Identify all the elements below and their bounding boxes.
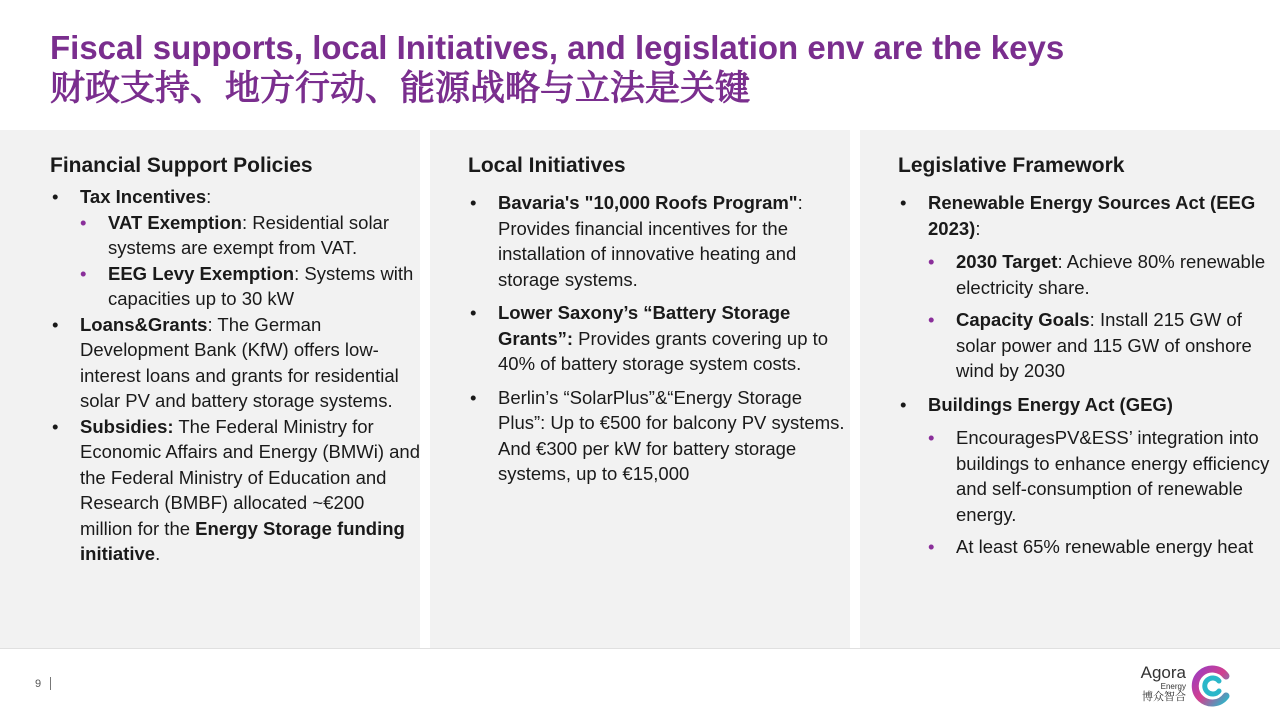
text-capacity-goals: : Install 215 GW of solar power and 115 GW of onshore wind by 2030 [956, 309, 1252, 381]
text-geg-heat: At least 65% renewable energy heat [956, 536, 1254, 557]
list-item-vat [80, 210, 420, 261]
list-item-loans [50, 312, 420, 414]
panel-local-initiatives [430, 130, 850, 648]
logo-name: Agora [1140, 663, 1186, 682]
panel-legislative-framework [860, 130, 1280, 648]
title-english: Fiscal supports, local Initiatives, and legislation env are the keys [50, 29, 1065, 66]
text-2030-target: : Achieve 80% renewable electricity share. [956, 251, 1266, 298]
sub-list [928, 249, 1280, 384]
sub-list [928, 425, 1280, 560]
text-bavaria: : Provides financial incentives for the installation of innovative heating and storage systems. [498, 192, 803, 290]
footer-divider [0, 648, 1280, 649]
list-item-eeg-levy [80, 261, 420, 312]
colon: : [975, 217, 981, 239]
period: . [155, 543, 161, 564]
list-item-capacity [928, 307, 1280, 384]
agora-logo-text [1136, 664, 1186, 704]
text-geg-integration: EncouragesPV&ESS’ integration into buildings to enhance energy efficiency and self-consumption of renewable energy. [956, 427, 1270, 525]
list-item-eeg-act [898, 190, 1280, 384]
agora-logo-icon [1190, 664, 1234, 708]
label-loans: Loans&Grants [80, 313, 208, 335]
text-subsidies: The Federal Ministry for Economic Affairs and Energy (BMWi) and the Federal Ministry of Education and Research (BMBF) allocated ~€200 million for the [80, 415, 420, 539]
text-saxony: Provides grants covering up to 40% of battery storage system costs. [498, 327, 829, 374]
list-item-2030-target [928, 249, 1280, 300]
label-tax-incentives: Tax Incentives [80, 186, 207, 207]
list-item-geg-integration [928, 425, 1280, 527]
page-number-separator [50, 677, 51, 690]
list-item-subsidies [50, 414, 420, 567]
label-capacity-goals: Capacity Goals [956, 309, 1090, 330]
list-item-geg [898, 392, 1280, 560]
label-bavaria: Bavaria's "10,000 Roofs Program" [498, 192, 798, 213]
label-vat: VAT Exemption [108, 211, 242, 233]
bullet-list [468, 190, 850, 487]
colon: : [206, 186, 212, 207]
list-item-bavaria [468, 190, 850, 292]
panel-financial-support [0, 130, 420, 648]
label-storage-initiative: Energy Storage funding initiative [80, 517, 405, 564]
label-eeg-act: Renewable Energy Sources Act (EEG 2023) [928, 192, 1256, 239]
logo-cn: 博众智合 [1142, 691, 1186, 703]
panel-heading: Local Initiatives [468, 154, 626, 177]
bullet-list [50, 184, 420, 567]
label-eeg-levy: EEG Levy Exemption [108, 262, 295, 284]
sub-list [80, 210, 420, 312]
page-number: 9 [35, 678, 42, 690]
list-item-geg-heat [928, 534, 1280, 560]
slide-title [50, 28, 1064, 110]
list-item-tax [50, 184, 420, 312]
list-item-berlin [468, 385, 850, 487]
bullet-list [898, 190, 1280, 560]
label-subsidies: Subsidies: [80, 415, 174, 437]
list-item-saxony [468, 300, 850, 377]
panel-heading: Financial Support Policies [50, 154, 313, 177]
text-eeg-levy: : Systems with capacities up to 30 kW [108, 262, 414, 309]
label-2030-target: 2030 Target [956, 251, 1058, 272]
panel-heading: Legislative Framework [898, 154, 1125, 177]
title-chinese: 财政支持、地方行动、能源战略与立法是关键 [50, 69, 751, 108]
logo-sub: Energy [1160, 682, 1186, 691]
label-geg: Buildings Energy Act (GEG) [928, 393, 1173, 415]
text-berlin: Berlin’s “SolarPlus”&“Energy Storage Plus”: Up to €500 for balcony PV systems. And €300 per kW for battery storage systems, up to €15,000 [498, 386, 845, 484]
text-vat: : Residential solar systems are exempt from VAT. [108, 211, 390, 258]
label-saxony: Lower Saxony’s “Battery Storage Grants”: [498, 302, 791, 349]
text-loans: : The German Development Bank (KfW) offers low-interest loans and grants for residential solar PV and battery storage systems. [80, 313, 399, 411]
